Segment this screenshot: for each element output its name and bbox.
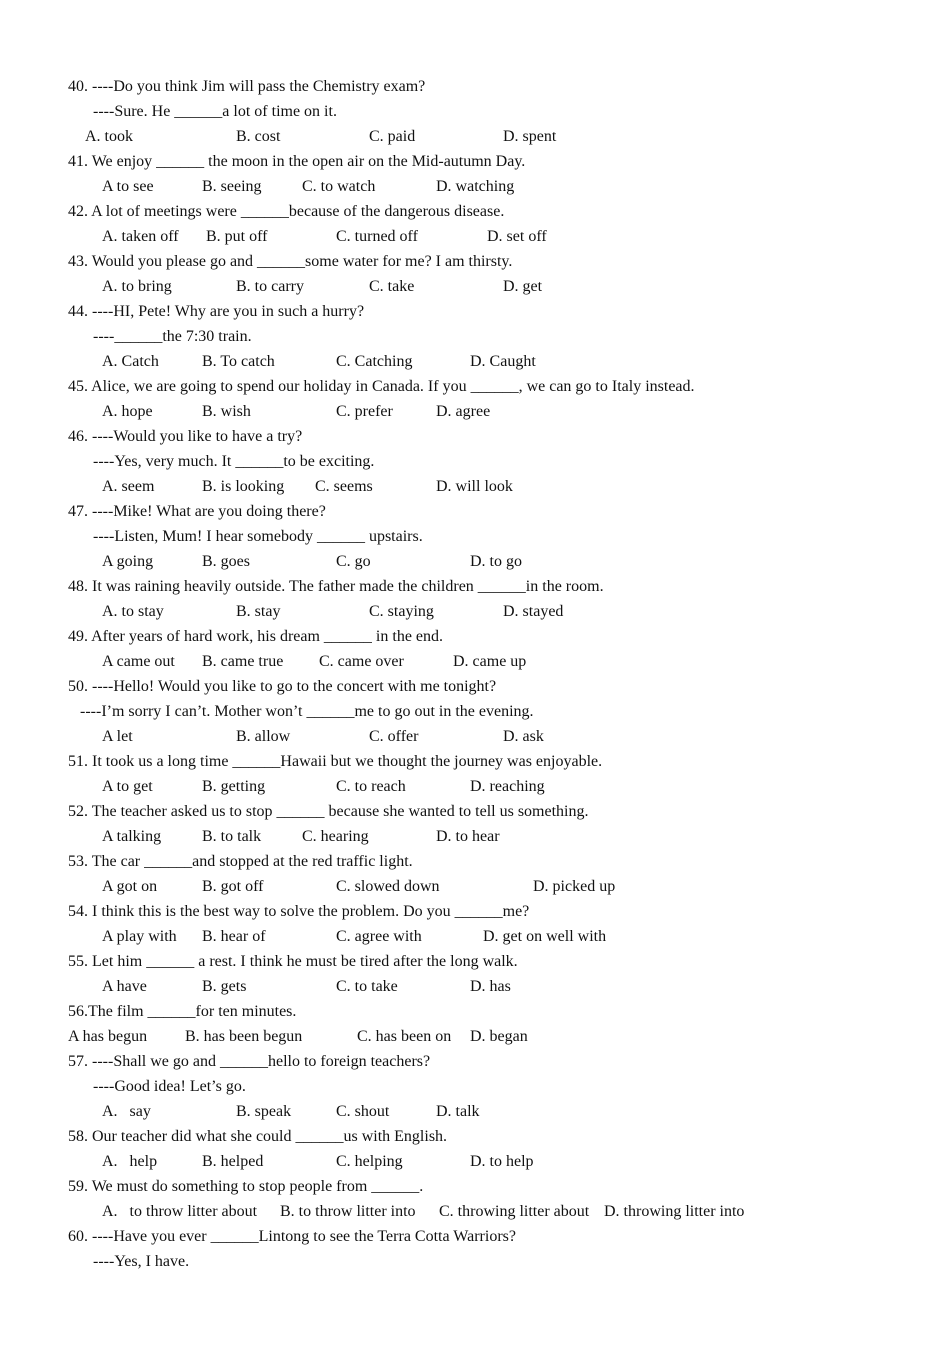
question-48-options xyxy=(68,599,928,624)
option-d: D. ask xyxy=(503,728,544,745)
option-c: C. throwing litter about xyxy=(439,1203,590,1220)
question-54-stem: 54. I think this is the best way to solve the problem. Do you ______me? xyxy=(68,903,530,920)
question-44-reply: ----______the 7:30 train. xyxy=(93,328,252,345)
option-b: B. has been begun xyxy=(185,1028,303,1045)
question-60-reply: ----Yes, I have. xyxy=(93,1253,190,1270)
option-d: D. came up xyxy=(453,653,527,670)
option-d: D. throwing litter into xyxy=(604,1203,745,1220)
option-d: D. reaching xyxy=(470,778,545,795)
question-55-options xyxy=(68,974,928,999)
question-44-stem: 44. ----HI, Pete! Why are you in such a hurry? xyxy=(68,303,365,320)
question-54-options xyxy=(68,924,928,949)
option-c: C. shout xyxy=(336,1103,390,1120)
option-a: A. help xyxy=(102,1153,158,1170)
option-b: B. put off xyxy=(206,228,268,245)
option-a: A. took xyxy=(85,128,133,145)
option-b: B. stay xyxy=(236,603,281,620)
question-53-stem: 53. The car ______and stopped at the red traffic light. xyxy=(68,853,413,870)
option-c: C. to watch xyxy=(302,178,376,195)
question-53-options xyxy=(68,874,928,899)
option-a: A going xyxy=(102,553,154,570)
option-a: A let xyxy=(102,728,133,745)
option-b: B. speak xyxy=(236,1103,292,1120)
question-40-options xyxy=(68,124,928,149)
question-40-reply: ----Sure. He ______a lot of time on it. xyxy=(93,103,337,120)
option-a: A. hope xyxy=(102,403,153,420)
option-b: B. helped xyxy=(202,1153,264,1170)
question-47-options xyxy=(68,549,928,574)
option-b: B. got off xyxy=(202,878,264,895)
option-b: B. goes xyxy=(202,553,250,570)
option-c: C. turned off xyxy=(336,228,418,245)
option-c: C. came over xyxy=(319,653,404,670)
question-46-stem: 46. ----Would you like to have a try? xyxy=(68,428,303,445)
option-c: C. has been on xyxy=(357,1028,452,1045)
question-59-stem: 59. We must do something to stop people from ______. xyxy=(68,1178,424,1195)
option-a: A got on xyxy=(102,878,158,895)
option-d: D. spent xyxy=(503,128,557,145)
question-45-stem: 45. Alice, we are going to spend our holiday in Canada. If you ______, we can go to Italy instead. xyxy=(68,378,695,395)
option-b: B. to carry xyxy=(236,278,304,295)
option-c: C. go xyxy=(336,553,371,570)
question-42-options xyxy=(68,224,928,249)
option-b: B. cost xyxy=(236,128,281,145)
option-c: C. to reach xyxy=(336,778,406,795)
option-c: C. take xyxy=(369,278,415,295)
option-a: A. say xyxy=(102,1103,151,1120)
option-a: A have xyxy=(102,978,147,995)
option-b: B. to throw litter into xyxy=(280,1203,416,1220)
question-45-options xyxy=(68,399,928,424)
option-a: A talking xyxy=(102,828,162,845)
question-57-options xyxy=(68,1099,928,1124)
option-a: A play with xyxy=(102,928,177,945)
option-d: D. agree xyxy=(436,403,491,420)
option-d: D. began xyxy=(470,1028,528,1045)
question-49-options xyxy=(68,649,928,674)
question-60-stem: 60. ----Have you ever ______Lintong to see the Terra Cotta Warriors? xyxy=(68,1228,516,1245)
question-58-stem: 58. Our teacher did what she could ______us with English. xyxy=(68,1128,448,1145)
question-46-options xyxy=(68,474,928,499)
question-47-stem: 47. ----Mike! What are you doing there? xyxy=(68,503,326,520)
option-b: B. hear of xyxy=(202,928,266,945)
option-c: C. staying xyxy=(369,603,434,620)
option-c: C. hearing xyxy=(302,828,369,845)
question-47-reply: ----Listen, Mum! I hear somebody ______ upstairs. xyxy=(93,528,423,545)
option-d: D. set off xyxy=(487,228,547,245)
option-a: A. seem xyxy=(102,478,155,495)
question-52-stem: 52. The teacher asked us to stop ______ because she wanted to tell us something. xyxy=(68,803,589,820)
question-59-options xyxy=(68,1199,928,1224)
option-d: D. to hear xyxy=(436,828,500,845)
question-40-stem: 40. ----Do you think Jim will pass the Chemistry exam? xyxy=(68,78,426,95)
option-c: C. Catching xyxy=(336,353,413,370)
question-57-stem: 57. ----Shall we go and ______hello to foreign teachers? xyxy=(68,1053,431,1070)
question-41-stem: 41. We enjoy ______ the moon in the open air on the Mid-autumn Day. xyxy=(68,153,526,170)
option-d: D. Caught xyxy=(470,353,536,370)
question-43-options xyxy=(68,274,928,299)
question-55-stem: 55. Let him ______ a rest. I think he must be tired after the long walk. xyxy=(68,953,518,970)
question-42-stem: 42. A lot of meetings were ______because of the dangerous disease. xyxy=(68,203,505,220)
option-a: A came out xyxy=(102,653,175,670)
option-d: D. stayed xyxy=(503,603,564,620)
option-c: C. to take xyxy=(336,978,398,995)
option-c: C. offer xyxy=(369,728,419,745)
option-d: D. to go xyxy=(470,553,522,570)
question-49-stem: 49. After years of hard work, his dream ______ in the end. xyxy=(68,628,444,645)
question-43-stem: 43. Would you please go and ______some water for me? I am thirsty. xyxy=(68,253,513,270)
option-a: A to get xyxy=(102,778,153,795)
option-b: B. seeing xyxy=(202,178,262,195)
question-41-options xyxy=(68,174,928,199)
option-a: A. to bring xyxy=(102,278,172,295)
option-a: A. to stay xyxy=(102,603,164,620)
option-b: B. to talk xyxy=(202,828,262,845)
option-b: B. gets xyxy=(202,978,247,995)
option-c: C. helping xyxy=(336,1153,403,1170)
option-b: B. To catch xyxy=(202,353,275,370)
option-c: C. agree with xyxy=(336,928,422,945)
question-44-options xyxy=(68,349,928,374)
option-c: C. seems xyxy=(315,478,373,495)
question-50-options xyxy=(68,724,928,749)
option-a: A. to throw litter about xyxy=(102,1203,258,1220)
question-51-stem: 51. It took us a long time ______Hawaii but we thought the journey was enjoyable. xyxy=(68,753,603,770)
option-c: C. prefer xyxy=(336,403,393,420)
option-d: D. talk xyxy=(436,1103,480,1120)
option-a: A to see xyxy=(102,178,154,195)
option-a: A has begun xyxy=(68,1028,148,1045)
option-d: D. watching xyxy=(436,178,515,195)
option-b: B. came true xyxy=(202,653,284,670)
option-a: A. taken off xyxy=(102,228,179,245)
question-58-options xyxy=(68,1149,928,1174)
option-d: D. will look xyxy=(436,478,513,495)
question-52-options xyxy=(68,824,928,849)
question-50-reply: ----I’m sorry I can’t. Mother won’t ______me to go out in the evening. xyxy=(80,703,534,720)
option-b: B. allow xyxy=(236,728,291,745)
question-46-reply: ----Yes, very much. It ______to be exciting. xyxy=(93,453,375,470)
question-56-options xyxy=(68,1024,928,1049)
option-b: B. getting xyxy=(202,778,266,795)
option-d: D. has xyxy=(470,978,511,995)
question-56-stem: 56.The film ______for ten minutes. xyxy=(68,1003,297,1020)
option-b: B. is looking xyxy=(202,478,285,495)
option-b: B. wish xyxy=(202,403,251,420)
option-d: D. get on well with xyxy=(483,928,607,945)
option-d: D. get xyxy=(503,278,543,295)
option-c: C. paid xyxy=(369,128,416,145)
option-d: D. picked up xyxy=(533,878,616,895)
option-a: A. Catch xyxy=(102,353,159,370)
question-51-options xyxy=(68,774,928,799)
question-48-stem: 48. It was raining heavily outside. The father made the children ______in the room. xyxy=(68,578,604,595)
option-d: D. to help xyxy=(470,1153,534,1170)
question-57-reply: ----Good idea! Let’s go. xyxy=(93,1078,246,1095)
question-list xyxy=(68,74,928,1274)
option-c: C. slowed down xyxy=(336,878,440,895)
question-50-stem: 50. ----Hello! Would you like to go to the concert with me tonight? xyxy=(68,678,497,695)
